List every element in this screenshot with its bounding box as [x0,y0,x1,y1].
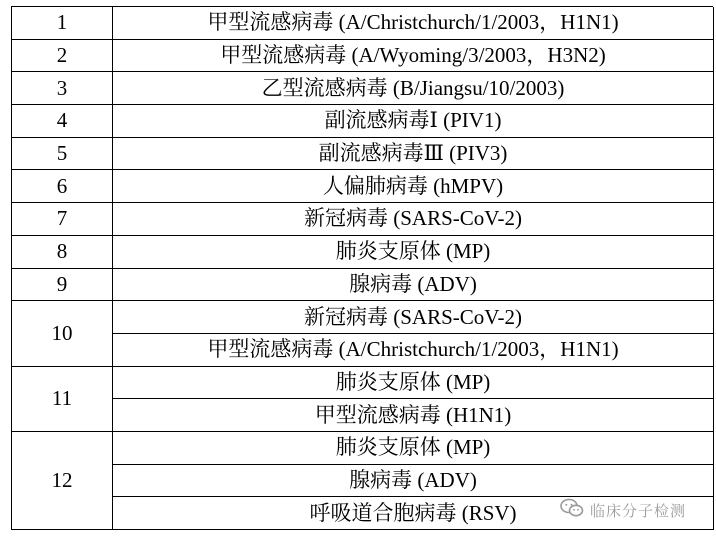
row-number: 12 [12,432,113,530]
row-number: 1 [12,7,113,40]
pathogen-cell: 呼吸道合胞病毒 (RSV) [113,497,714,530]
row-number: 6 [12,170,113,203]
pathogen-cell: 肺炎支原体 (MP) [113,367,714,400]
row-number: 10 [12,301,113,366]
row-number: 7 [12,203,113,236]
pathogen-cell: 腺病毒 (ADV) [113,465,714,498]
watermark [556,497,690,523]
row-number: 11 [12,367,113,432]
pathogen-cell: 甲型流感病毒 (A/Christchurch/1/2003，H1N1) [113,7,714,40]
pathogen-cell: 新冠病毒 (SARS-CoV-2) [113,203,714,236]
pathogen-cell: 甲型流感病毒 (A/Wyoming/3/2003，H3N2) [113,40,714,73]
row-number: 3 [12,72,113,105]
pathogen-cell: 肺炎支原体 (MP) [113,236,714,269]
pathogen-cell: 人偏肺病毒 (hMPV) [113,170,714,203]
pathogen-cell: 副流感病毒Ⅲ (PIV3) [113,138,714,171]
pathogen-cell: 新冠病毒 (SARS-CoV-2) [113,301,714,334]
pathogen-cell: 甲型流感病毒 (A/Christchurch/1/2003，H1N1) [113,334,714,367]
pathogen-cell: 副流感病毒Ⅰ (PIV1) [113,105,714,138]
pathogen-cell: 乙型流感病毒 (B/Jiangsu/10/2003) [113,72,714,105]
watermark-text: 临床分子检测 [590,501,687,520]
pathogen-cell: 腺病毒 (ADV) [113,269,714,302]
row-number: 4 [12,105,113,138]
row-number: 8 [12,236,113,269]
row-number: 9 [12,269,113,302]
row-number: 2 [12,40,113,73]
row-number: 5 [12,138,113,171]
virus-panel-table [11,6,713,530]
pathogen-cell: 肺炎支原体 (MP) [113,432,714,465]
wechat-icon [560,498,584,523]
pathogen-cell: 甲型流感病毒 (H1N1) [113,399,714,432]
